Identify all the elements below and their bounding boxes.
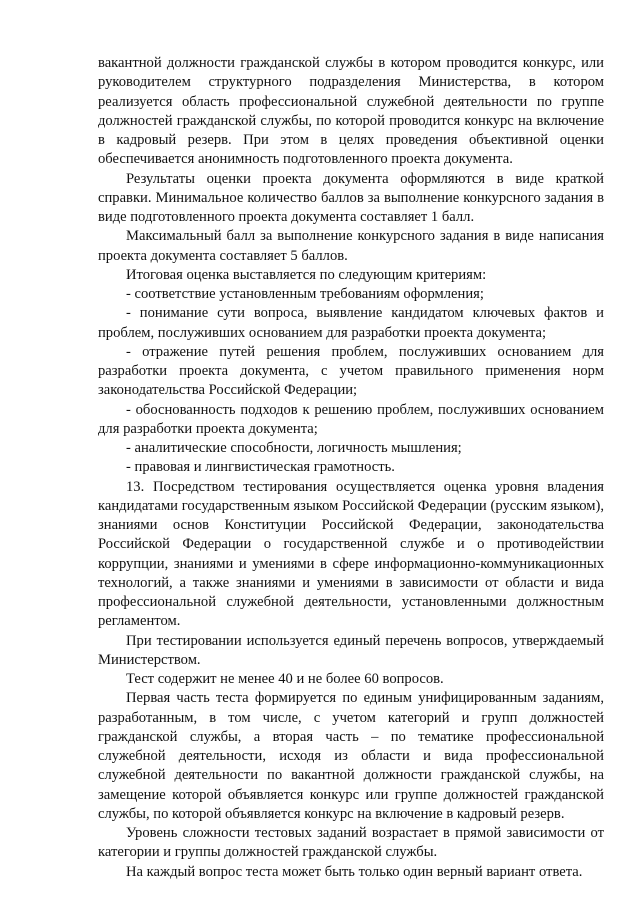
criteria-item: - соответствие установленным требованиям оформления; — [126, 286, 484, 302]
paragraph: вакантной должности гражданской службы в котором проводится конкурс, или руководителем структурного подразделения Министерства, в котором реализуется область профессиональной служебной деятельности по группе должностей гражданской службы, по которой проводится конкурс на включение в кадровый резерв. При этом в целях проведения объективной оценки обеспечивается анонимность подготовленного проекта документа. — [98, 55, 604, 168]
paragraph: Итоговая оценка выставляется по следующим критериям: — [126, 266, 487, 283]
criteria-item: - отражение путей решения проблем, послуживших основанием для разработки проекта документа, с учетом правильного применения норм законодательства Российской Федерации; — [98, 343, 604, 399]
criteria-item: - обоснованность подходов к решению проблем, послуживших основанием для разработки проекта документа; — [98, 401, 604, 437]
paragraph: При тестировании используется единый перечень вопросов, утверждаемый Министерством. — [98, 632, 604, 668]
document-body — [98, 54, 604, 882]
paragraph: Результаты оценки проекта документа оформляются в виде краткой справки. Минимальное количество баллов за выполнение конкурсного задания в виде подготовленного проекта документа составляет 1 балл. — [98, 170, 604, 225]
numbered-clause: 13. Посредством тестирования осуществляется оценка уровня владения кандидатами государственным языком Российской Федерации (русским языком), знаниями основ Конституции Российской Федерации, законодательства Российской Федерации о государственной службе и о противодействии коррупции, знаниями и умениями в сфере информационно-коммуникационных технологий, а также знаниями и умениями в зависимости от области и вида профессиональной служебной деятельности, установленными должностным регламентом. — [98, 478, 604, 630]
paragraph: Уровень сложности тестовых заданий возрастает в прямой зависимости от категории и группы должностей гражданской службы. — [98, 825, 604, 861]
paragraph: Первая часть теста формируется по единым унифицированным заданиям, разработанным, в том числе, с учетом категорий и групп должностей гражданской службы, а вторая часть – по тематике профессиональной служебной деятельности, исходя из области и вида профессиональной служебной деятельности по вакантной должности гражданской службы, на замещение которой объявляется конкурс или группе должностей гражданской службы, по которой объявляется конкурс на включение в кадровый резерв. — [98, 690, 604, 822]
criteria-item: - понимание сути вопроса, выявление кандидатом ключевых фактов и проблем, послуживших основанием для разработки проекта документа; — [98, 305, 604, 341]
criteria-item: - аналитические способности, логичность мышления; — [126, 440, 462, 456]
paragraph: Тест содержит не менее 40 и не более 60 вопросов. — [126, 671, 444, 687]
paragraph: На каждый вопрос теста может быть только один верный вариант ответа. — [126, 863, 583, 880]
paragraph: Максимальный балл за выполнение конкурсного задания в виде написания проекта документа составляет 5 баллов. — [98, 228, 604, 264]
criteria-item: - правовая и лингвистическая грамотность. — [126, 459, 395, 476]
